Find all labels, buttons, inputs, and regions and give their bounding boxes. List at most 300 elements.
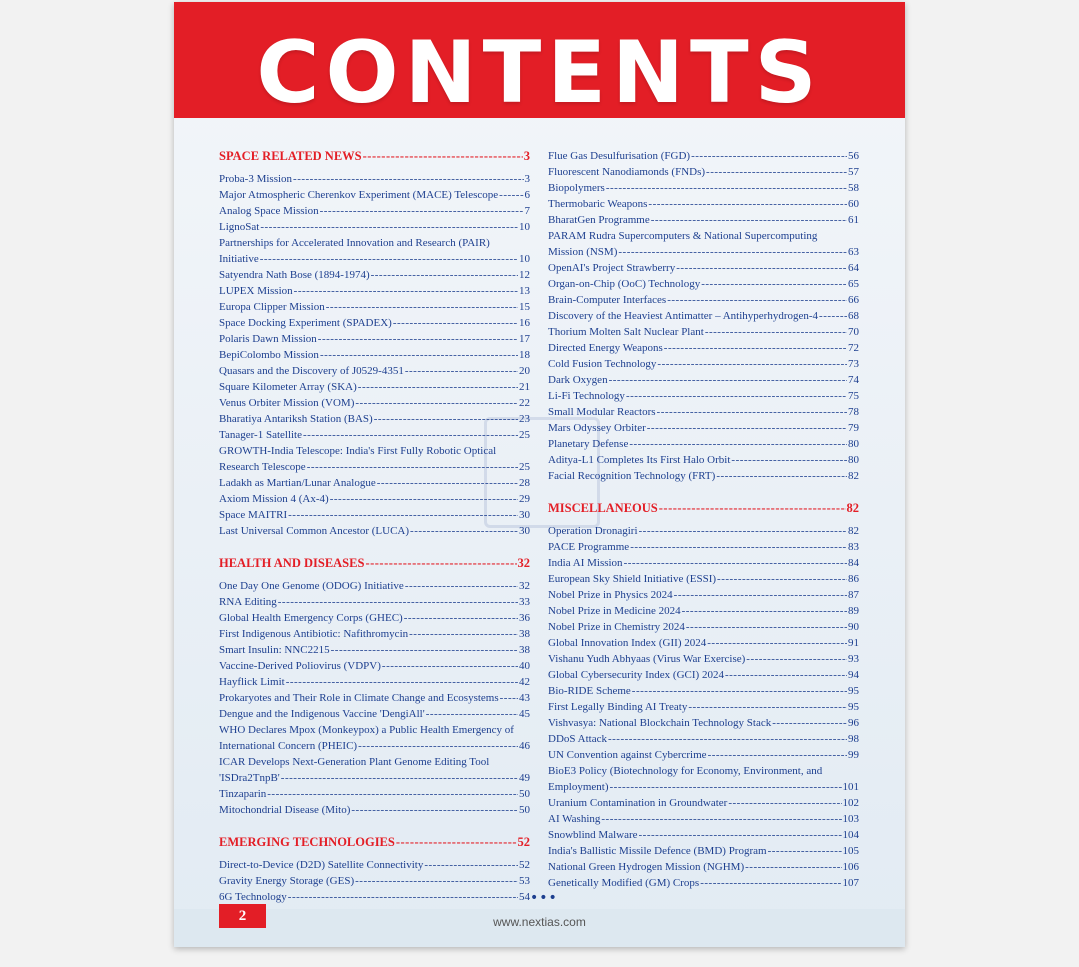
toc-entry[interactable] [219,187,530,203]
dotted-leader [745,859,841,875]
toc-entry[interactable] [548,651,859,667]
dotted-leader [700,875,841,891]
toc-entry[interactable] [548,340,859,356]
toc-entry-page: 82 [848,525,859,537]
dotted-leader [651,212,847,228]
toc-entry-title: Nobel Prize in Chemistry 2024 [548,621,685,633]
toc-entry-first-line[interactable]: ICAR Develops Next-Generation Plant Genome Editing Tool [219,756,490,768]
toc-entry[interactable] [548,276,859,292]
toc-entry-title: Proba-3 Mission [219,173,293,185]
toc-entry-first-line[interactable]: BioE3 Policy (Biotechnology for Economy, Environment, and [548,765,823,777]
dotted-leader [404,610,518,626]
toc-entry-title: Biopolymers [548,182,605,194]
toc-entry-page: 98 [848,733,859,745]
toc-entry-page: 87 [848,589,859,601]
toc-entry-title: Dengue and the Indigenous Vaccine 'DengiAll' [219,708,425,720]
dotted-leader [331,642,518,658]
toc-entry-title: Nobel Prize in Physics 2024 [548,589,673,601]
toc-entry[interactable] [219,315,530,331]
toc-entry[interactable] [219,770,530,786]
dotted-leader [320,347,518,363]
toc-entry-page: 68 [848,310,859,322]
right-column [548,148,859,891]
toc-entry[interactable] [548,715,859,731]
toc-entry-page: 66 [848,294,859,306]
toc-entry-title: Genetically Modified (GM) Crops [548,877,700,889]
toc-entry-title: International Concern (PHEIC) [219,740,358,752]
toc-entry-page: 46 [519,740,530,752]
toc-entry[interactable] [548,635,859,651]
toc-entry-title: Mitochondrial Disease (Mito) [219,804,351,816]
toc-entry-page: 23 [519,413,530,425]
toc-entry-title: India's Ballistic Missile Defence (BMD) Program [548,845,767,857]
toc-entry[interactable] [219,523,530,539]
dotted-leader [725,667,847,683]
toc-entry-title: PACE Programme [548,541,630,553]
toc-entry[interactable] [548,196,859,212]
toc-entry-title: First Indigenous Antibiotic: Nafithromycin [219,628,409,640]
toc-entry-title: Operation Dronagiri [548,525,638,537]
toc-entry-title: Polaris Dawn Mission [219,333,317,345]
toc-entry[interactable] [219,459,530,475]
dotted-leader [293,171,523,187]
toc-entry-page: 58 [848,182,859,194]
section-heading-title: EMERGING TECHNOLOGIES [219,835,395,849]
toc-entry[interactable] [548,539,859,555]
toc-entry[interactable] [548,779,859,795]
toc-entry-title: Cold Fusion Technology [548,358,657,370]
toc-entry-title: Ladakh as Martian/Lunar Analogue [219,477,376,489]
toc-entry-page: 80 [848,438,859,450]
dotted-leader [320,203,524,219]
toc-entry-page: 17 [519,333,530,345]
toc-entry[interactable] [219,251,530,267]
dotted-leader [708,747,847,763]
toc-entry[interactable] [219,267,530,283]
toc-entry[interactable] [219,491,530,507]
toc-entry[interactable] [548,244,859,260]
toc-entry-title: Nobel Prize in Medicine 2024 [548,605,681,617]
toc-entry-page: 104 [842,829,859,841]
toc-entry[interactable] [548,731,859,747]
section-heading [219,555,530,571]
toc-entry[interactable] [548,603,859,619]
dotted-leader [676,260,847,276]
toc-entry-title: Square Kilometer Array (SKA) [219,381,357,393]
dotted-leader [606,180,847,196]
toc-entry[interactable] [548,356,859,372]
dotted-leader [688,699,847,715]
website-link[interactable]: www.nextias.com [493,915,586,929]
toc-entry[interactable] [548,875,859,891]
toc-entry-first-line[interactable]: PARAM Rudra Supercomputers & National Supercomputing [548,230,818,242]
toc-entry-page: 10 [519,221,530,233]
toc-entry-title: Discovery of the Heaviest Antimatter – Antihyperhydrogen-4 [548,310,819,322]
section-heading-title: HEALTH AND DISEASES [219,556,365,570]
dotted-leader [716,468,847,484]
toc-entry-page: 20 [519,365,530,377]
toc-entry[interactable] [219,857,530,873]
toc-entry-title: Vaccine-Derived Poliovirus (VDPV) [219,660,381,672]
dotted-leader [610,779,842,795]
toc-entry-page: 106 [842,861,859,873]
toc-entry-title: Global Cybersecurity Index (GCI) 2024 [548,669,724,681]
toc-entry-title: Satyendra Nath Bose (1894-1974) [219,269,370,281]
toc-entry[interactable] [548,260,859,276]
toc-entry[interactable] [548,859,859,875]
toc-entry-page: 72 [848,342,859,354]
toc-entry-page: 73 [848,358,859,370]
toc-entry-title: Research Telescope [219,461,306,473]
toc-entry[interactable] [548,468,859,484]
dotted-leader [657,404,847,420]
dotted-leader [396,834,517,850]
toc-entry-title: BharatGen Programme [548,214,650,226]
toc-entry-title: First Legally Binding AI Treaty [548,701,688,713]
dotted-leader [307,459,518,475]
toc-entry-page: 82 [848,470,859,482]
toc-entry-title: Organ-on-Chip (OoC) Technology [548,278,701,290]
toc-entry[interactable] [548,555,859,571]
toc-entry-page: 30 [519,525,530,537]
toc-entry[interactable] [219,331,530,347]
dotted-leader [648,196,847,212]
toc-entry[interactable] [548,619,859,635]
toc-entry-first-line[interactable]: GROWTH-India Telescope: India's First Fully Robotic Optical [219,445,497,457]
toc-entry-title: Thermobaric Weapons [548,198,648,210]
toc-entry[interactable] [219,690,530,706]
toc-entry-title: Analog Space Mission [219,205,319,217]
toc-entry[interactable] [548,308,859,324]
toc-entry[interactable] [548,420,859,436]
toc-entry-title: One Day One Genome (ODOG) Initiative [219,580,404,592]
toc-entry[interactable] [219,889,530,905]
toc-entry-page: 38 [519,628,530,640]
dotted-leader [706,164,847,180]
toc-entry-page: 22 [519,397,530,409]
toc-entry-title: Flue Gas Desulfurisation (FGD) [548,150,691,162]
toc-entry-title: Last Universal Common Ancestor (LUCA) [219,525,410,537]
toc-entry[interactable] [219,347,530,363]
dotted-leader [647,420,847,436]
toc-entry-title: Mars Odyssey Orbiter [548,422,646,434]
dotted-leader [382,658,518,674]
dotted-leader [330,491,518,507]
toc-entry-page: 7 [524,205,530,217]
toc-entry-title: Venus Orbiter Mission (VOM) [219,397,355,409]
toc-entry-page: 21 [519,381,530,393]
toc-entry-page: 12 [519,269,530,281]
toc-entry[interactable] [219,642,530,658]
dotted-leader [409,626,518,642]
toc-entry-page: 36 [519,612,530,624]
toc-entry-title: Directed Energy Weapons [548,342,663,354]
toc-entry-page: 95 [848,685,859,697]
toc-entry-first-line[interactable]: WHO Declares Mpox (Monkeypox) a Public Health Emergency of [219,724,514,736]
toc-entry[interactable] [548,699,859,715]
toc-entry-page: 43 [519,692,530,704]
dotted-leader [618,244,847,260]
toc-entry-page: 30 [519,509,530,521]
toc-entry-page: 95 [848,701,859,713]
toc-entry[interactable] [219,299,530,315]
dotted-leader [288,507,518,523]
toc-entry[interactable] [548,747,859,763]
toc-entry-title: LignoSat [219,221,260,233]
toc-entry[interactable] [548,212,859,228]
toc-entry-title: India AI Mission [548,557,623,569]
toc-entry[interactable] [219,786,530,802]
toc-entry-title: National Green Hydrogen Mission (NGHM) [548,861,745,873]
section-heading-page: 32 [517,556,530,570]
dotted-leader [626,388,847,404]
toc-entry-page: 40 [519,660,530,672]
contents-banner [174,2,905,123]
dotted-leader [405,363,518,379]
toc-entry-page: 28 [519,477,530,489]
toc-entry-page: 25 [519,461,530,473]
toc-entry-title: Employment) [548,781,609,793]
toc-entry-title: Prokaryotes and Their Role in Climate Change and Ecosystems [219,692,499,704]
toc-entry-title: Initiative [219,253,259,265]
toc-entry-title: RNA Editing [219,596,277,608]
toc-entry[interactable] [219,738,530,754]
more-indicator-icon: ••• [530,890,558,906]
dotted-leader [424,857,518,873]
dotted-leader [639,523,848,539]
toc-entry-title: Mission (NSM) [548,246,618,258]
toc-entry[interactable] [548,795,859,811]
toc-entry-title: Gravity Energy Storage (GES) [219,875,355,887]
toc-entry-page: 6 [524,189,530,201]
dotted-leader [393,315,518,331]
dotted-leader [717,571,847,587]
toc-entry-page: 74 [848,374,859,386]
dotted-leader [267,786,518,802]
section-heading-page: 52 [517,835,530,849]
toc-entry-page: 15 [519,301,530,313]
toc-entry[interactable] [219,674,530,690]
toc-entry[interactable] [548,827,859,843]
dotted-leader [303,427,518,443]
toc-entry-page: 78 [848,406,859,418]
toc-entry[interactable] [219,507,530,523]
toc-entry-title: Axiom Mission 4 (Ax-4) [219,493,329,505]
toc-entry[interactable] [548,164,859,180]
toc-entry-page: 38 [519,644,530,656]
toc-entry-title: 'ISDra2TnpB' [219,772,280,784]
toc-entry[interactable] [219,379,530,395]
toc-entry-page: 52 [519,859,530,871]
toc-entry-title: Space Docking Experiment (SPADEX) [219,317,392,329]
dotted-leader [499,187,523,203]
toc-entry[interactable] [548,148,859,164]
dotted-leader [819,308,847,324]
toc-entry-title: Li-Fi Technology [548,390,625,402]
toc-entry-title: Facial Recognition Technology (FRT) [548,470,716,482]
toc-entry[interactable] [548,292,859,308]
toc-entry[interactable] [548,667,859,683]
section-heading-page: 3 [523,149,530,163]
toc-entry[interactable] [219,475,530,491]
toc-entry-title: LUPEX Mission [219,285,293,297]
toc-entry-title: Direct-to-Device (D2D) Satellite Connectivity [219,859,424,871]
toc-entry-first-line[interactable]: Partnerships for Accelerated Innovation and Research (PAIR) [219,237,490,249]
toc-entry[interactable] [548,523,859,539]
toc-entry-page: 101 [842,781,859,793]
toc-entry-page: 102 [842,797,859,809]
toc-entry[interactable] [219,203,530,219]
toc-entry-page: 94 [848,669,859,681]
toc-entry[interactable] [219,171,530,187]
toc-entry[interactable] [219,411,530,427]
dotted-leader [657,356,847,372]
toc-entry[interactable] [548,388,859,404]
toc-entry-page: 13 [519,285,530,297]
dotted-leader [707,635,847,651]
dotted-leader [629,436,847,452]
dotted-leader [377,475,518,491]
dotted-leader [500,690,518,706]
toc-entry-page: 63 [848,246,859,258]
dotted-leader [371,267,518,283]
dotted-leader [363,148,523,164]
section-heading-title: SPACE RELATED NEWS [219,149,362,163]
toc-entry-page: 50 [519,804,530,816]
toc-entry-title: OpenAI's Project Strawberry [548,262,676,274]
dotted-leader [365,555,516,571]
dotted-leader [609,372,847,388]
toc-entry-title: Dark Oxygen [548,374,608,386]
toc-entry-title: Tanager-1 Satellite [219,429,302,441]
dotted-leader [260,251,518,267]
dotted-leader [374,411,518,427]
toc-entry-title: Hayflick Limit [219,676,285,688]
dotted-leader [674,587,847,603]
toc-entry-page: 18 [519,349,530,361]
toc-entry[interactable] [548,452,859,468]
toc-entry[interactable] [219,427,530,443]
dotted-leader [659,500,846,516]
dotted-leader [686,619,847,635]
toc-entry[interactable] [548,587,859,603]
toc-entry-title: UN Convention against Cybercrime [548,749,707,761]
dotted-leader [624,555,847,571]
toc-entry-page: 29 [519,493,530,505]
dotted-leader [772,715,847,731]
dotted-leader [326,299,518,315]
toc-entry-title: Europa Clipper Mission [219,301,325,313]
toc-entry-title: BepiColombo Mission [219,349,319,361]
dotted-leader [318,331,518,347]
toc-entry-page: 86 [848,573,859,585]
toc-entry-page: 57 [848,166,859,178]
toc-entry-page: 96 [848,717,859,729]
toc-entry-page: 45 [519,708,530,720]
toc-entry[interactable] [219,283,530,299]
toc-entry-page: 70 [848,326,859,338]
toc-entry-page: 64 [848,262,859,274]
dotted-leader [358,379,518,395]
toc-entry-title: Brain-Computer Interfaces [548,294,667,306]
toc-entry[interactable] [219,626,530,642]
toc-entry-title: Space MAITRI [219,509,288,521]
toc-entry-title: Small Modular Reactors [548,406,656,418]
toc-entry-page: 32 [519,580,530,592]
dotted-leader [601,811,841,827]
toc-entry-title: Quasars and the Discovery of J0529-4351 [219,365,404,377]
toc-entry[interactable] [219,578,530,594]
toc-entry-page: 65 [848,278,859,290]
toc-entry-page: 105 [842,845,859,857]
toc-entry-page: 103 [842,813,859,825]
toc-entry[interactable] [219,873,530,889]
toc-entry-title: Vishanu Yudh Abhyaas (Virus War Exercise) [548,653,746,665]
toc-entry-title: Major Atmospheric Cherenkov Experiment (MACE) Telescope [219,189,499,201]
toc-entry-page: 53 [519,875,530,887]
toc-entry[interactable] [219,594,530,610]
dotted-leader [768,843,842,859]
toc-entry-page: 84 [848,557,859,569]
toc-entry-page: 16 [519,317,530,329]
toc-entry[interactable] [548,404,859,420]
toc-entry-title: European Sky Shield Initiative (ESSI) [548,573,717,585]
toc-entry-page: 54 [519,891,530,903]
toc-entry[interactable] [548,683,859,699]
left-column [219,148,530,905]
toc-entry-page: 25 [519,429,530,441]
toc-entry-title: Aditya-L1 Completes Its First Halo Orbit [548,454,731,466]
toc-entry[interactable] [219,610,530,626]
dotted-leader [410,523,518,539]
toc-entry-page: 75 [848,390,859,402]
dotted-leader [281,770,518,786]
toc-entry[interactable] [548,324,859,340]
toc-entry[interactable] [219,395,530,411]
dotted-leader [294,283,518,299]
toc-entry-title: Bio-RIDE Scheme [548,685,631,697]
dotted-leader [746,651,847,667]
section-heading-page: 82 [846,501,859,515]
toc-entry-page: 99 [848,749,859,761]
toc-entry-title: DDoS Attack [548,733,607,745]
toc-entry[interactable] [548,372,859,388]
toc-entry[interactable] [219,802,530,818]
dotted-leader [630,539,847,555]
toc-entry-title: Smart Insulin: NNC2215 [219,644,330,656]
toc-entry[interactable] [219,706,530,722]
toc-entry-title: Thorium Molten Salt Nuclear Plant [548,326,704,338]
dotted-leader [278,594,518,610]
toc-entry[interactable] [548,843,859,859]
dotted-leader [691,148,847,164]
toc-entry[interactable] [548,571,859,587]
toc-entry-page: 89 [848,605,859,617]
dotted-leader [705,324,847,340]
toc-entry[interactable] [219,363,530,379]
toc-entry[interactable] [548,811,859,827]
toc-entry-page: 3 [524,173,530,185]
toc-entry-page: 50 [519,788,530,800]
dotted-leader [426,706,518,722]
toc-entry[interactable] [548,436,859,452]
section-heading [219,148,530,164]
toc-entry[interactable] [219,658,530,674]
toc-entry[interactable] [219,219,530,235]
toc-entry[interactable] [548,180,859,196]
dotted-leader [731,452,847,468]
toc-entry-page: 83 [848,541,859,553]
